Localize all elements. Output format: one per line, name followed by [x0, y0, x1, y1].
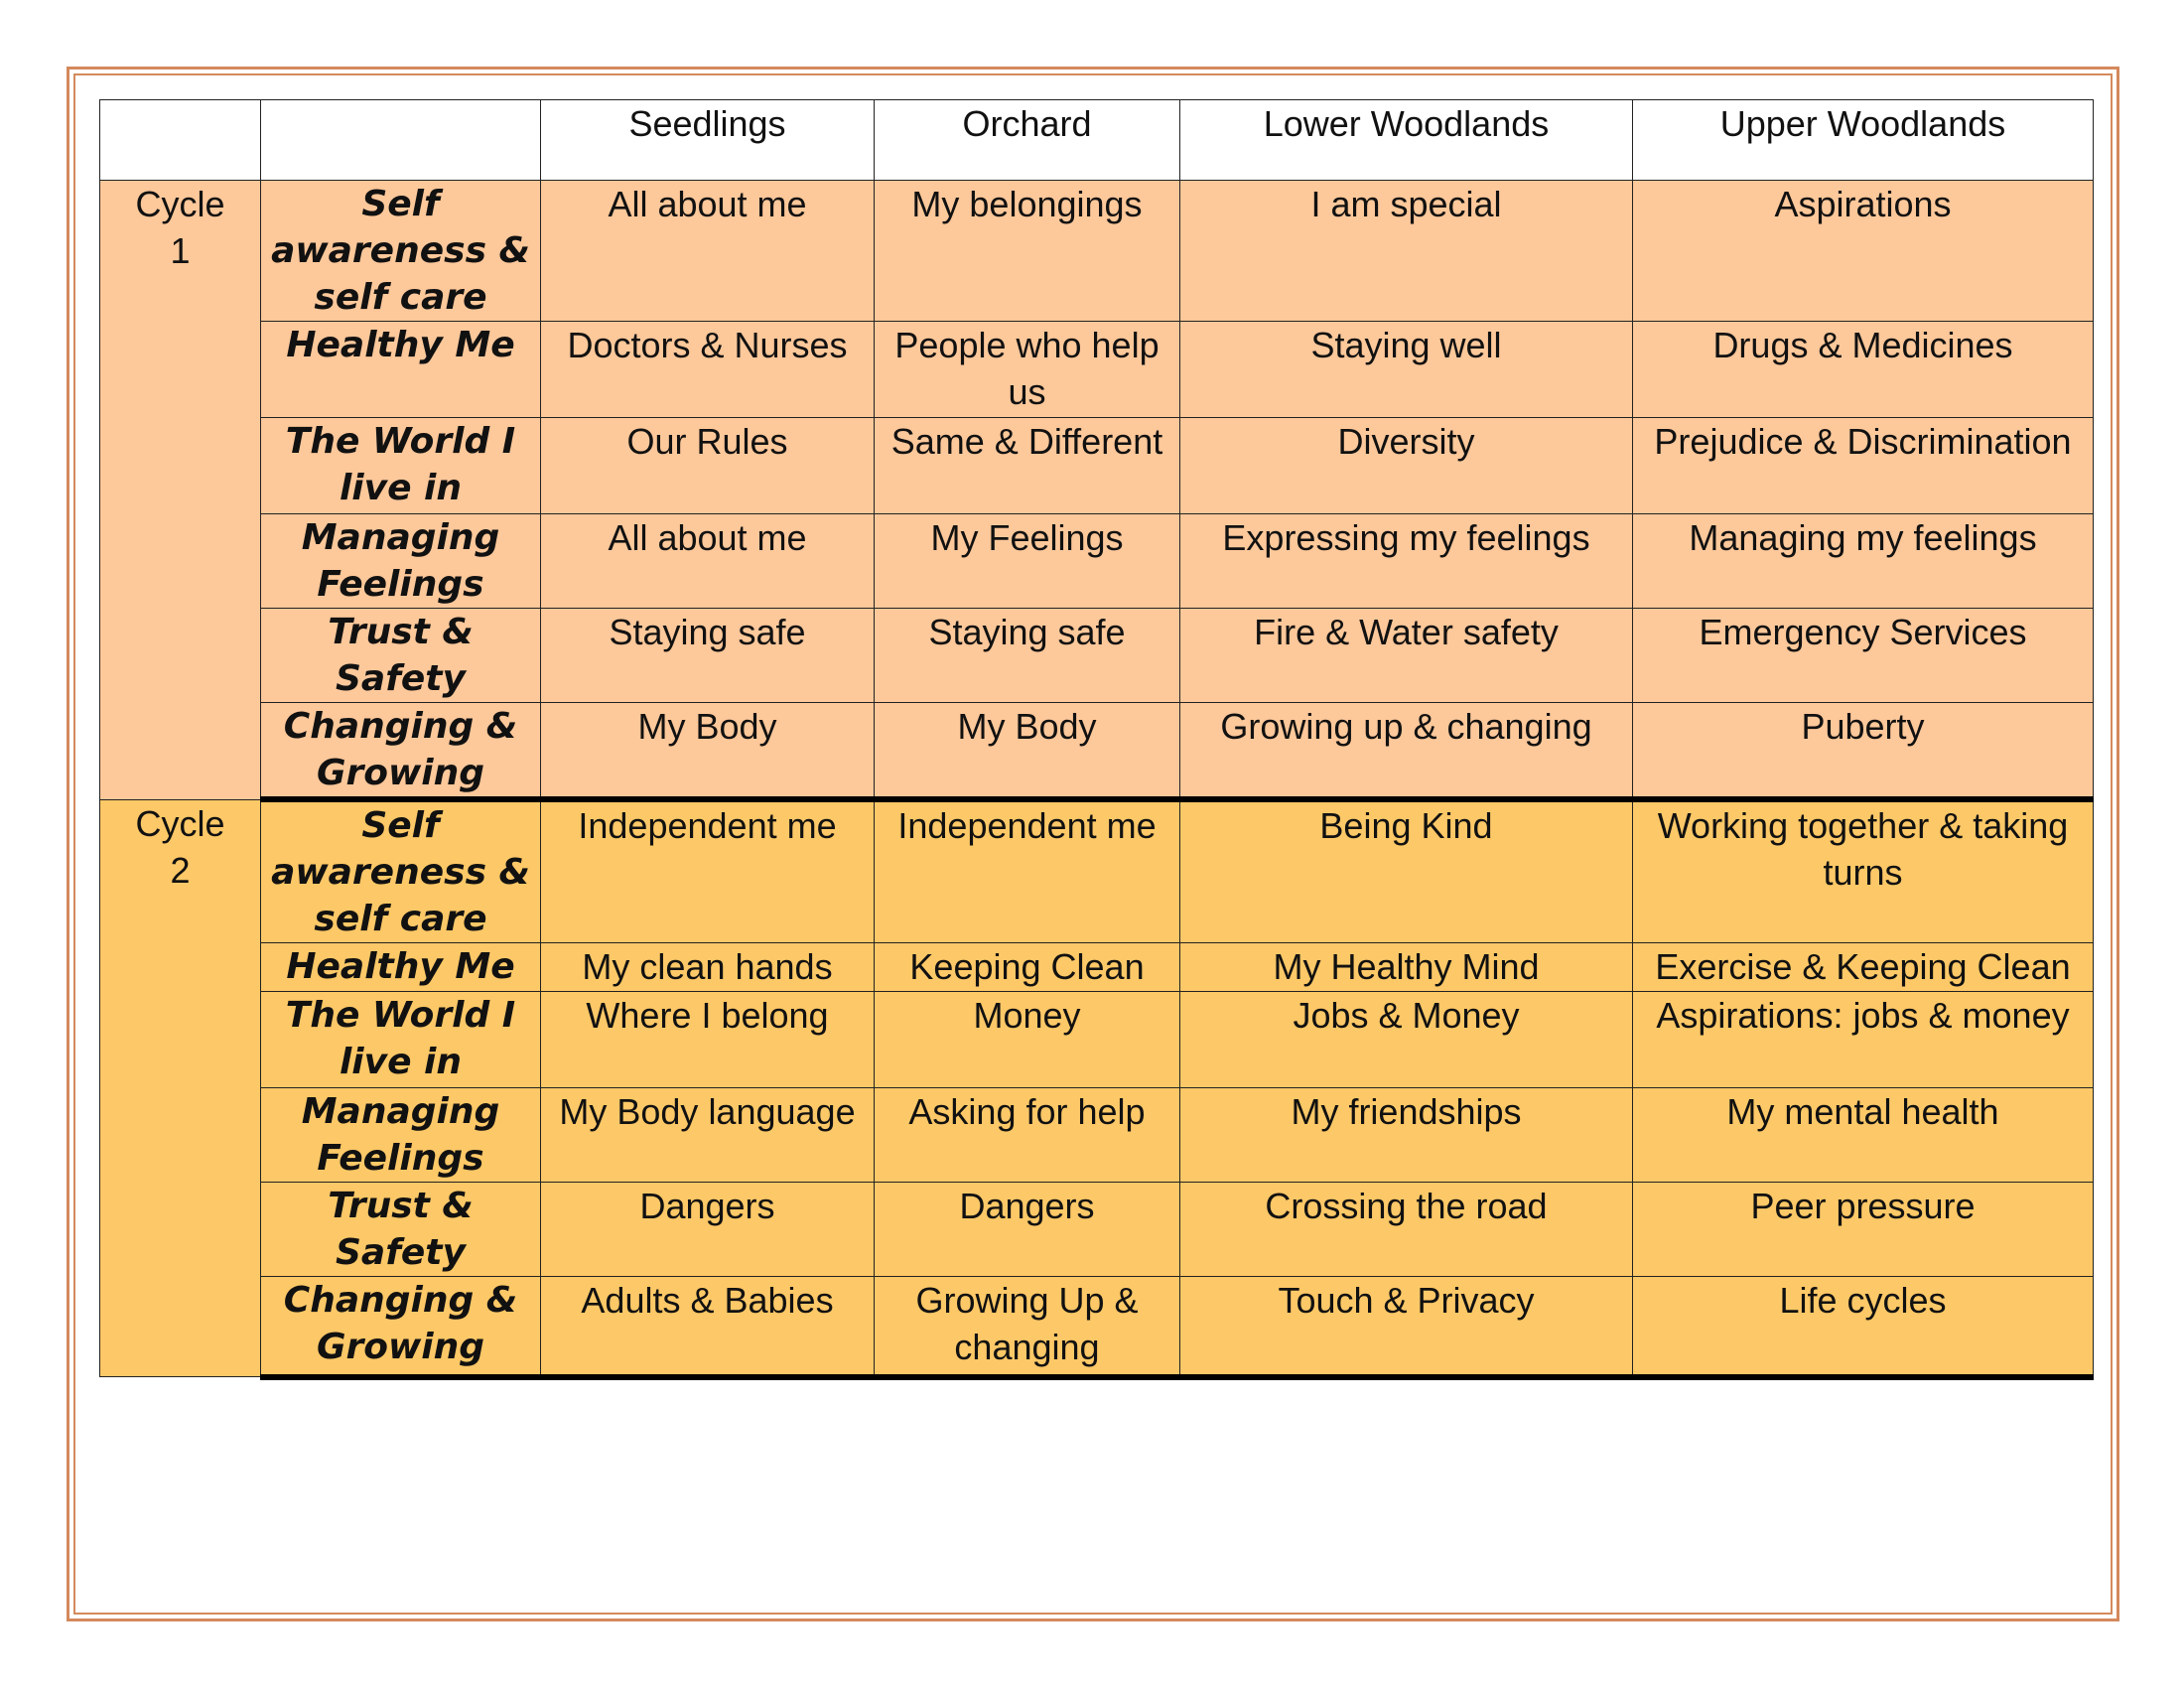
- topic-cell: Crossing the road: [1180, 1183, 1633, 1277]
- topic-cell: Money: [875, 992, 1180, 1088]
- topic-cell: Life cycles: [1633, 1277, 2094, 1377]
- category-label: The World I live in: [261, 992, 541, 1088]
- cycle-label: Cycle 2: [100, 799, 261, 1377]
- topic-cell: Touch & Privacy: [1180, 1277, 1633, 1377]
- topic-cell: Dangers: [875, 1183, 1180, 1277]
- topic-cell: Our Rules: [541, 418, 875, 514]
- table-row: [100, 322, 2094, 418]
- category-header-cell: [261, 100, 541, 181]
- topic-cell: My Body: [875, 703, 1180, 800]
- topic-cell: Drugs & Medicines: [1633, 322, 2094, 418]
- topic-cell: Growing up & changing: [1180, 703, 1633, 800]
- topic-cell: My Healthy Mind: [1180, 943, 1633, 992]
- topic-cell: Where I belong: [541, 992, 875, 1088]
- table-row: [100, 1277, 2094, 1377]
- category-label: Trust & Safety: [261, 1183, 541, 1277]
- topic-cell: Exercise & Keeping Clean: [1633, 943, 2094, 992]
- column-header: Lower Woodlands: [1180, 100, 1633, 181]
- category-label: Managing Feelings: [261, 1088, 541, 1183]
- category-label: The World I live in: [261, 418, 541, 514]
- topic-cell: Jobs & Money: [1180, 992, 1633, 1088]
- category-label: Healthy Me: [261, 322, 541, 418]
- category-label: Trust & Safety: [261, 609, 541, 703]
- category-label: Managing Feelings: [261, 514, 541, 609]
- topic-cell: Working together & taking turns: [1633, 799, 2094, 943]
- topic-cell: Managing my feelings: [1633, 514, 2094, 609]
- topic-cell: Staying safe: [541, 609, 875, 703]
- topic-cell: Doctors & Nurses: [541, 322, 875, 418]
- topic-cell: Expressing my feelings: [1180, 514, 1633, 609]
- category-label: Changing & Growing: [261, 703, 541, 800]
- table-row: [100, 609, 2094, 703]
- topic-cell: My Body: [541, 703, 875, 800]
- topic-cell: Asking for help: [875, 1088, 1180, 1183]
- topic-cell: People who help us: [875, 322, 1180, 418]
- topic-cell: Fire & Water safety: [1180, 609, 1633, 703]
- column-header: Seedlings: [541, 100, 875, 181]
- header-row: [100, 100, 2094, 181]
- curriculum-table: [99, 99, 2094, 1380]
- topic-cell: Independent me: [541, 799, 875, 943]
- table-row: [100, 703, 2094, 800]
- topic-cell: Same & Different: [875, 418, 1180, 514]
- topic-cell: Staying safe: [875, 609, 1180, 703]
- table-row: [100, 1183, 2094, 1277]
- corner-cell: [100, 100, 261, 181]
- topic-cell: My clean hands: [541, 943, 875, 992]
- table-row: [100, 514, 2094, 609]
- topic-cell: Adults & Babies: [541, 1277, 875, 1377]
- topic-cell: Being Kind: [1180, 799, 1633, 943]
- topic-cell: Aspirations: [1633, 181, 2094, 322]
- category-label: Self awareness & self care: [261, 181, 541, 322]
- table-row: [100, 992, 2094, 1088]
- topic-cell: My Feelings: [875, 514, 1180, 609]
- topic-cell: Peer pressure: [1633, 1183, 2094, 1277]
- topic-cell: Diversity: [1180, 418, 1633, 514]
- table-row: [100, 799, 2094, 943]
- topic-cell: All about me: [541, 514, 875, 609]
- topic-cell: Prejudice & Discrimination: [1633, 418, 2094, 514]
- column-header: Orchard: [875, 100, 1180, 181]
- topic-cell: Aspirations: jobs & money: [1633, 992, 2094, 1088]
- topic-cell: My Body language: [541, 1088, 875, 1183]
- table-row: [100, 943, 2094, 992]
- topic-cell: I am special: [1180, 181, 1633, 322]
- topic-cell: All about me: [541, 181, 875, 322]
- topic-cell: Independent me: [875, 799, 1180, 943]
- topic-cell: My mental health: [1633, 1088, 2094, 1183]
- topic-cell: Staying well: [1180, 322, 1633, 418]
- category-label: Changing & Growing: [261, 1277, 541, 1377]
- topic-cell: Puberty: [1633, 703, 2094, 800]
- topic-cell: Dangers: [541, 1183, 875, 1277]
- table-row: [100, 418, 2094, 514]
- category-label: Healthy Me: [261, 943, 541, 992]
- topic-cell: Emergency Services: [1633, 609, 2094, 703]
- cycle-label: Cycle 1: [100, 181, 261, 800]
- category-label: Self awareness & self care: [261, 799, 541, 943]
- topic-cell: Keeping Clean: [875, 943, 1180, 992]
- column-header: Upper Woodlands: [1633, 100, 2094, 181]
- table-row: [100, 181, 2094, 322]
- topic-cell: My belongings: [875, 181, 1180, 322]
- topic-cell: My friendships: [1180, 1088, 1633, 1183]
- topic-cell: Growing Up & changing: [875, 1277, 1180, 1377]
- table-row: [100, 1088, 2094, 1183]
